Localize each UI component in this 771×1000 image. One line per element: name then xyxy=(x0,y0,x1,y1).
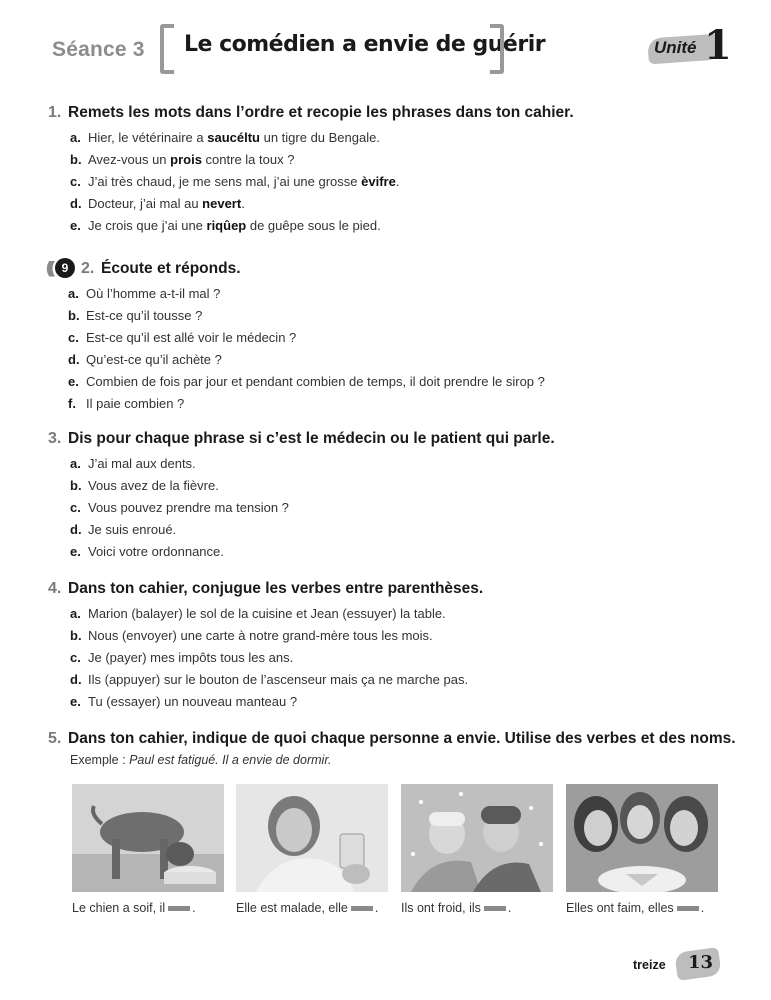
scrambled-word: saucéltu xyxy=(207,130,260,145)
list-item xyxy=(68,327,736,349)
item-text: Je suis enroué. xyxy=(88,522,177,537)
item-text: Vous avez de la fièvre. xyxy=(88,478,219,493)
list-item xyxy=(70,453,738,475)
item-text: Nous (envoyer) une carte à notre grand-mère tous les mois. xyxy=(88,628,433,643)
exercise-instruction: Dis pour chaque phrase si c’est le médecin ou le patient qui parle. xyxy=(68,430,555,447)
answer-blank[interactable] xyxy=(351,906,373,911)
item-letter: a. xyxy=(70,606,81,621)
photo-women-eating xyxy=(566,784,718,892)
photo-sick-girl xyxy=(236,784,388,892)
dog-drinking-image xyxy=(72,784,224,892)
sound-waves-icon: ((( xyxy=(46,258,51,277)
item-text: Marion (balayer) le sol de la cuisine et Jean (essuyer) la table. xyxy=(88,606,446,621)
list-item xyxy=(68,393,736,415)
text-before: Avez-vous un xyxy=(88,152,171,167)
item-text xyxy=(88,127,380,149)
lesson-title: Le comédien a envie de guérir xyxy=(184,32,546,57)
exercise-3-items xyxy=(48,453,738,563)
item-text: Il paie combien ? xyxy=(86,396,185,411)
caption-women-eating: Elles ont faim, elles . xyxy=(566,901,705,915)
text-after: un tigre du Bengale. xyxy=(259,130,380,145)
item-text: Combien de fois par jour et pendant combien de temps, il doit prendre le sirop ? xyxy=(86,374,545,389)
audio-track[interactable] xyxy=(46,258,75,278)
scrambled-word: riqûep xyxy=(206,218,247,233)
exercise-1-items xyxy=(48,127,738,237)
exercise-1-heading xyxy=(48,104,738,122)
caption-sick-girl: Elle est malade, elle . xyxy=(236,901,379,915)
list-item xyxy=(70,691,738,713)
item-letter: c. xyxy=(70,500,81,515)
item-letter: b. xyxy=(68,308,80,323)
text-after: . xyxy=(395,174,400,189)
item-text: Je (payer) mes impôts tous les ans. xyxy=(88,650,294,665)
list-item xyxy=(68,305,736,327)
list-item xyxy=(70,149,738,171)
scrambled-word: prois xyxy=(170,152,202,167)
scrambled-word: nevert xyxy=(202,196,242,211)
example-label: Exemple : xyxy=(70,753,130,767)
text-before: Docteur, j’ai mal au xyxy=(88,196,203,211)
unit-badge xyxy=(648,22,732,74)
item-letter: c. xyxy=(70,174,81,189)
list-item xyxy=(70,171,738,193)
item-text: Voici votre ordonnance. xyxy=(88,544,224,559)
list-item xyxy=(70,541,738,563)
lesson-title-box xyxy=(160,24,546,74)
list-item xyxy=(70,519,738,541)
text-before: J’ai très chaud, je me sens mal, j’ai une grosse xyxy=(88,174,362,189)
list-item xyxy=(70,625,738,647)
exercise-number: 1. xyxy=(48,104,62,121)
scrambled-word: èvifre xyxy=(361,174,396,189)
item-letter: c. xyxy=(68,330,79,345)
women-eating-image xyxy=(566,784,718,892)
text-before: Je crois que j’ai une xyxy=(88,218,207,233)
list-item xyxy=(70,475,738,497)
exercise-2-heading xyxy=(46,258,736,278)
exercise-3 xyxy=(48,430,738,563)
seance-label: Séance 3 xyxy=(52,38,145,61)
unit-label: Unité xyxy=(654,38,697,57)
answer-blank[interactable] xyxy=(677,906,699,911)
exercise-instruction: Dans ton cahier, conjugue les verbes entre parenthèses. xyxy=(68,580,484,597)
item-letter: b. xyxy=(70,478,82,493)
list-item xyxy=(70,603,738,625)
unit-number: 1 xyxy=(704,22,732,69)
example-line xyxy=(48,753,738,767)
exercise-instruction: Dans ton cahier, indique de quoi chaque personne a envie. Utilise des verbes et des noms. xyxy=(68,730,736,747)
page-number-word: treize xyxy=(633,958,666,972)
text-after: de guêpe sous le pied. xyxy=(246,218,381,233)
exercise-2-items xyxy=(46,283,736,415)
exercise-5-heading xyxy=(48,730,738,748)
exercise-number: 4. xyxy=(48,580,62,597)
text-after: contre la toux ? xyxy=(201,152,295,167)
photo-row xyxy=(72,784,712,932)
list-item xyxy=(70,127,738,149)
sick-girl-image xyxy=(236,784,388,892)
item-letter: e. xyxy=(68,374,79,389)
exercise-2 xyxy=(46,258,736,415)
item-text xyxy=(88,171,399,193)
item-text xyxy=(88,149,294,171)
item-letter: e. xyxy=(70,544,81,559)
item-text: Qu’est-ce qu’il achète ? xyxy=(86,352,222,367)
item-letter: d. xyxy=(70,672,82,687)
item-letter: d. xyxy=(70,522,82,537)
page-number: 13 xyxy=(688,952,714,973)
list-item xyxy=(70,215,738,237)
item-letter: a. xyxy=(70,456,81,471)
caption-cold-couple: Ils ont froid, ils . xyxy=(401,901,512,915)
item-text: Est-ce qu’il tousse ? xyxy=(86,308,203,323)
item-text: Où l’homme a-t-il mal ? xyxy=(86,286,221,301)
list-item xyxy=(70,497,738,519)
photo-cold-couple xyxy=(401,784,553,892)
exercise-number: 5. xyxy=(48,730,62,747)
exercise-1 xyxy=(48,104,738,237)
exercise-4-items xyxy=(48,603,738,713)
item-text: Ils (appuyer) sur le bouton de l’ascenseur mais ça ne marche pas. xyxy=(88,672,469,687)
answer-blank[interactable] xyxy=(484,906,506,911)
item-text xyxy=(88,215,381,237)
track-number: 9 xyxy=(55,258,75,278)
item-text: Vous pouvez prendre ma tension ? xyxy=(88,500,289,515)
list-item xyxy=(68,349,736,371)
text-before: Hier, le vétérinaire a xyxy=(88,130,208,145)
item-letter: a. xyxy=(68,286,79,301)
list-item xyxy=(70,647,738,669)
item-text: Est-ce qu’il est allé voir le médecin ? xyxy=(86,330,297,345)
item-text: J’ai mal aux dents. xyxy=(88,456,196,471)
item-letter: e. xyxy=(70,694,81,709)
photo-dog-drinking xyxy=(72,784,224,892)
item-letter: b. xyxy=(70,628,82,643)
text-after: . xyxy=(241,196,245,211)
list-item xyxy=(70,193,738,215)
exercise-number: 2. xyxy=(80,260,95,277)
list-item xyxy=(70,669,738,691)
item-text: Tu (essayer) un nouveau manteau ? xyxy=(88,694,298,709)
exercise-4-heading xyxy=(48,580,738,598)
item-text xyxy=(88,193,245,215)
cold-couple-image xyxy=(401,784,553,892)
exercise-instruction: Remets les mots dans l’ordre et recopie les phrases dans ton cahier. xyxy=(68,104,574,121)
item-letter: f. xyxy=(68,396,76,411)
item-letter: a. xyxy=(70,130,81,145)
page-number-badge xyxy=(676,944,722,984)
item-letter: e. xyxy=(70,218,81,233)
item-letter: d. xyxy=(68,352,80,367)
list-item xyxy=(68,283,736,305)
item-letter: c. xyxy=(70,650,81,665)
item-letter: d. xyxy=(70,196,82,211)
exercise-3-heading xyxy=(48,430,738,448)
bracket-right xyxy=(490,24,504,74)
exercise-5 xyxy=(48,730,738,777)
item-letter: b. xyxy=(70,152,82,167)
exercise-instruction: Écoute et réponds. xyxy=(100,260,241,277)
answer-blank[interactable] xyxy=(168,906,190,911)
exercise-4 xyxy=(48,580,738,713)
caption-dog: Le chien a soif, il . xyxy=(72,901,196,915)
bracket-left xyxy=(160,24,174,74)
example-text: Paul est fatigué. Il a envie de dormir. xyxy=(129,753,332,767)
exercise-number: 3. xyxy=(48,430,62,447)
list-item xyxy=(68,371,736,393)
